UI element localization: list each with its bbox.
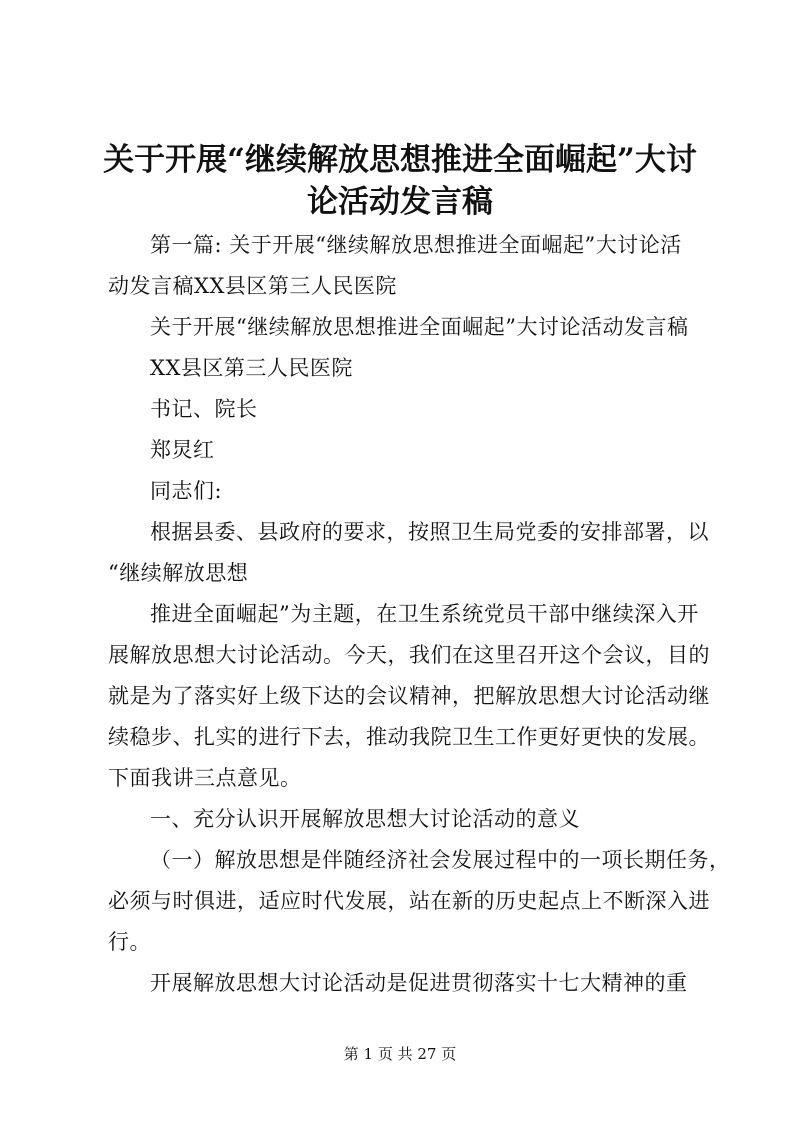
text-line: 书记、院长 [150,397,258,421]
text-line: 郑炅红 [150,438,215,462]
paragraph-line: （一）解放思想是伴随经济社会发展过程中的一项长期任务， [150,848,731,872]
heading-line: 动发言稿XX县区第三人民医院 [108,274,397,298]
paragraph-line: 续稳步、扎实的进行下去，推动我院卫生工作更好更快的发展。 [108,725,710,749]
paragraph-line: 下面我讲三点意见。 [108,766,302,790]
paragraph-line: 展解放思想大讨论活动。今天，我们在这里召开这个会议，目的 [108,643,710,667]
paragraph-line: “继续解放思想 [108,561,249,585]
paragraph-line: 开展解放思想大讨论活动是促进贯彻落实十七大精神的重 [150,971,688,995]
paragraph-line: 根据县委、县政府的要求，按照卫生局党委的安排部署，以 [150,520,709,544]
page-footer: 第 1 页 共 27 页 [343,1045,457,1063]
paragraph-line: 推进全面崛起”为主题，在卫生系统党员干部中继续深入开 [150,602,699,626]
document-title-line-2: 论活动发言稿 [307,184,493,220]
heading-line: 第一篇: 关于开展“继续解放思想推进全面崛起”大讨论活 [150,233,682,257]
salutation: 同志们: [150,479,223,503]
paragraph-line: 必须与时俱进，适应时代发展，站在新的历史起点上不断深入进 [108,889,710,913]
section-heading: 一、充分认识开展解放思想大讨论活动的意义 [150,807,580,831]
document-title-line-1: 关于开展“继续解放思想推进全面崛起”大讨 [103,142,697,178]
paragraph-line: 就是为了落实好上级下达的会议精神，把解放思想大讨论活动继 [108,684,710,708]
text-line: 关于开展“继续解放思想推进全面崛起”大讨论活动发言稿 [150,315,689,339]
text-line: XX县区第三人民医院 [150,356,353,380]
paragraph-line: 行。 [108,930,151,954]
